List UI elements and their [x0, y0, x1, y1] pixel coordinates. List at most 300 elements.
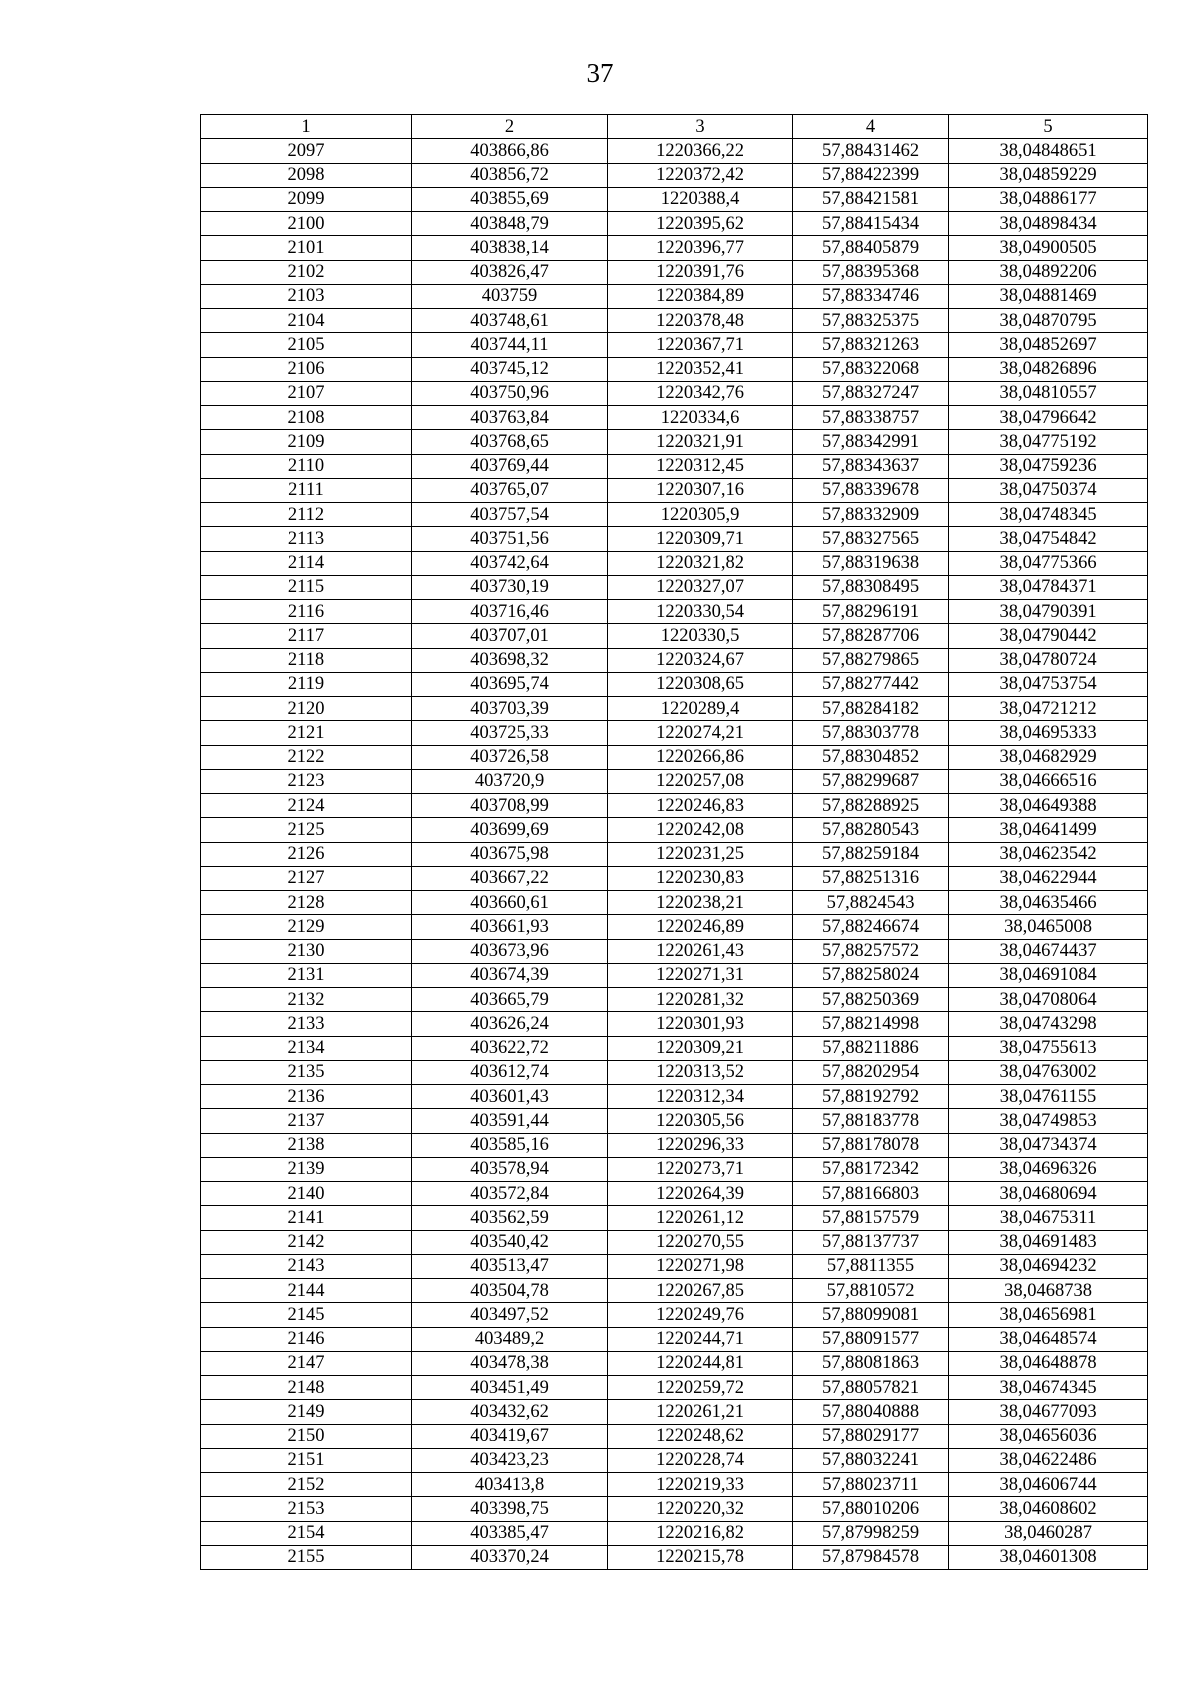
table-row: [201, 721, 1148, 745]
longitude-cell: 38,04649388: [949, 794, 1148, 818]
x-coordinate-cell: 403478,38: [412, 1351, 608, 1375]
latitude-cell: 57,88258024: [793, 963, 949, 987]
table-row: [201, 866, 1148, 890]
y-coordinate-cell: 1220261,21: [608, 1400, 793, 1424]
x-coordinate-cell: 403855,69: [412, 187, 608, 211]
point-number-cell: 2130: [201, 939, 412, 963]
point-number-cell: 2146: [201, 1327, 412, 1351]
table-row: [201, 1133, 1148, 1157]
latitude-cell: 57,88322068: [793, 357, 949, 381]
point-number-cell: 2098: [201, 163, 412, 187]
longitude-cell: 38,04695333: [949, 721, 1148, 745]
table-row: [201, 624, 1148, 648]
longitude-cell: 38,04892206: [949, 260, 1148, 284]
y-coordinate-cell: 1220372,42: [608, 163, 793, 187]
point-number-cell: 2104: [201, 309, 412, 333]
table-row: [201, 1303, 1148, 1327]
table-row: [201, 309, 1148, 333]
y-coordinate-cell: 1220301,93: [608, 1012, 793, 1036]
point-number-cell: 2101: [201, 236, 412, 260]
table-row: [201, 454, 1148, 478]
point-number-cell: 2133: [201, 1012, 412, 1036]
longitude-cell: 38,04691483: [949, 1230, 1148, 1254]
point-number-cell: 2110: [201, 454, 412, 478]
longitude-cell: 38,04674437: [949, 939, 1148, 963]
y-coordinate-cell: 1220238,21: [608, 891, 793, 915]
page-number: 37: [586, 58, 614, 88]
x-coordinate-cell: 403699,69: [412, 818, 608, 842]
table-row: [201, 503, 1148, 527]
y-coordinate-cell: 1220388,4: [608, 187, 793, 211]
x-coordinate-cell: 403432,62: [412, 1400, 608, 1424]
table-row: [201, 1036, 1148, 1060]
latitude-cell: 57,88099081: [793, 1303, 949, 1327]
longitude-cell: 38,04754842: [949, 527, 1148, 551]
longitude-cell: 38,04721212: [949, 697, 1148, 721]
point-number-cell: 2140: [201, 1182, 412, 1206]
latitude-cell: 57,88395368: [793, 260, 949, 284]
longitude-cell: 38,04852697: [949, 333, 1148, 357]
point-number-cell: 2124: [201, 794, 412, 818]
table-row: [201, 769, 1148, 793]
y-coordinate-cell: 1220342,76: [608, 381, 793, 405]
x-coordinate-cell: 403866,86: [412, 139, 608, 163]
x-coordinate-cell: 403504,78: [412, 1279, 608, 1303]
x-coordinate-cell: 403744,11: [412, 333, 608, 357]
longitude-cell: 38,04656981: [949, 1303, 1148, 1327]
y-coordinate-cell: 1220246,89: [608, 915, 793, 939]
column-header-5: 5: [949, 115, 1148, 139]
point-number-cell: 2139: [201, 1157, 412, 1181]
latitude-cell: 57,88250369: [793, 988, 949, 1012]
latitude-cell: 57,88308495: [793, 575, 949, 599]
table-row: [201, 1254, 1148, 1278]
x-coordinate-cell: 403578,94: [412, 1157, 608, 1181]
y-coordinate-cell: 1220219,33: [608, 1473, 793, 1497]
point-number-cell: 2100: [201, 212, 412, 236]
point-number-cell: 2107: [201, 381, 412, 405]
point-number-cell: 2119: [201, 672, 412, 696]
longitude-cell: 38,04648878: [949, 1351, 1148, 1375]
longitude-cell: 38,04680694: [949, 1182, 1148, 1206]
point-number-cell: 2147: [201, 1351, 412, 1375]
table-row: [201, 915, 1148, 939]
longitude-cell: 38,04763002: [949, 1060, 1148, 1084]
latitude-cell: 57,88296191: [793, 600, 949, 624]
latitude-cell: 57,88091577: [793, 1327, 949, 1351]
column-header-1: 1: [201, 115, 412, 139]
x-coordinate-cell: 403398,75: [412, 1497, 608, 1521]
table-row: [201, 1279, 1148, 1303]
longitude-cell: 38,04608602: [949, 1497, 1148, 1521]
point-number-cell: 2153: [201, 1497, 412, 1521]
point-number-cell: 2128: [201, 891, 412, 915]
longitude-cell: 38,04761155: [949, 1085, 1148, 1109]
y-coordinate-cell: 1220244,71: [608, 1327, 793, 1351]
point-number-cell: 2122: [201, 745, 412, 769]
y-coordinate-cell: 1220270,55: [608, 1230, 793, 1254]
longitude-cell: 38,04606744: [949, 1473, 1148, 1497]
latitude-cell: 57,88280543: [793, 818, 949, 842]
point-number-cell: 2097: [201, 139, 412, 163]
y-coordinate-cell: 1220244,81: [608, 1351, 793, 1375]
y-coordinate-cell: 1220231,25: [608, 842, 793, 866]
latitude-cell: 57,88339678: [793, 478, 949, 502]
latitude-cell: 57,88422399: [793, 163, 949, 187]
x-coordinate-cell: 403730,19: [412, 575, 608, 599]
y-coordinate-cell: 1220296,33: [608, 1133, 793, 1157]
table-row: [201, 139, 1148, 163]
x-coordinate-cell: 403725,33: [412, 721, 608, 745]
latitude-cell: 57,88166803: [793, 1182, 949, 1206]
table-row: [201, 842, 1148, 866]
y-coordinate-cell: 1220312,34: [608, 1085, 793, 1109]
latitude-cell: 57,88178078: [793, 1133, 949, 1157]
point-number-cell: 2150: [201, 1424, 412, 1448]
x-coordinate-cell: 403661,93: [412, 915, 608, 939]
y-coordinate-cell: 1220261,43: [608, 939, 793, 963]
point-number-cell: 2115: [201, 575, 412, 599]
x-coordinate-cell: 403707,01: [412, 624, 608, 648]
x-coordinate-cell: 403708,99: [412, 794, 608, 818]
x-coordinate-cell: 403745,12: [412, 357, 608, 381]
longitude-cell: 38,04677093: [949, 1400, 1148, 1424]
longitude-cell: 38,04622944: [949, 866, 1148, 890]
y-coordinate-cell: 1220249,76: [608, 1303, 793, 1327]
longitude-cell: 38,04775366: [949, 551, 1148, 575]
x-coordinate-cell: 403698,32: [412, 648, 608, 672]
y-coordinate-cell: 1220366,22: [608, 139, 793, 163]
x-coordinate-cell: 403742,64: [412, 551, 608, 575]
point-number-cell: 2116: [201, 600, 412, 624]
latitude-cell: 57,88321263: [793, 333, 949, 357]
table-row: [201, 1400, 1148, 1424]
y-coordinate-cell: 1220330,54: [608, 600, 793, 624]
x-coordinate-cell: 403848,79: [412, 212, 608, 236]
y-coordinate-cell: 1220248,62: [608, 1424, 793, 1448]
y-coordinate-cell: 1220267,85: [608, 1279, 793, 1303]
longitude-cell: 38,04753754: [949, 672, 1148, 696]
point-number-cell: 2112: [201, 503, 412, 527]
x-coordinate-cell: 403562,59: [412, 1206, 608, 1230]
x-coordinate-cell: 403856,72: [412, 163, 608, 187]
table-row: [201, 891, 1148, 915]
point-number-cell: 2132: [201, 988, 412, 1012]
table-row: [201, 1012, 1148, 1036]
latitude-cell: 57,8824543: [793, 891, 949, 915]
table-row: [201, 1545, 1148, 1569]
coordinates-table: [200, 114, 1148, 1570]
latitude-cell: 57,8810572: [793, 1279, 949, 1303]
latitude-cell: 57,88431462: [793, 139, 949, 163]
y-coordinate-cell: 1220313,52: [608, 1060, 793, 1084]
table-row: [201, 1206, 1148, 1230]
point-number-cell: 2137: [201, 1109, 412, 1133]
y-coordinate-cell: 1220215,78: [608, 1545, 793, 1569]
latitude-cell: 57,88029177: [793, 1424, 949, 1448]
latitude-cell: 57,88214998: [793, 1012, 949, 1036]
y-coordinate-cell: 1220324,67: [608, 648, 793, 672]
y-coordinate-cell: 1220261,12: [608, 1206, 793, 1230]
y-coordinate-cell: 1220307,16: [608, 478, 793, 502]
x-coordinate-cell: 403423,23: [412, 1448, 608, 1472]
longitude-cell: 38,04886177: [949, 187, 1148, 211]
latitude-cell: 57,88325375: [793, 309, 949, 333]
longitude-cell: 38,0468738: [949, 1279, 1148, 1303]
table-row: [201, 430, 1148, 454]
longitude-cell: 38,04743298: [949, 1012, 1148, 1036]
point-number-cell: 2141: [201, 1206, 412, 1230]
x-coordinate-cell: 403660,61: [412, 891, 608, 915]
latitude-cell: 57,88303778: [793, 721, 949, 745]
latitude-cell: 57,88157579: [793, 1206, 949, 1230]
point-number-cell: 2109: [201, 430, 412, 454]
y-coordinate-cell: 1220259,72: [608, 1376, 793, 1400]
y-coordinate-cell: 1220330,5: [608, 624, 793, 648]
y-coordinate-cell: 1220264,39: [608, 1182, 793, 1206]
longitude-cell: 38,04750374: [949, 478, 1148, 502]
y-coordinate-cell: 1220271,31: [608, 963, 793, 987]
longitude-cell: 38,04641499: [949, 818, 1148, 842]
latitude-cell: 57,88421581: [793, 187, 949, 211]
latitude-cell: 57,88057821: [793, 1376, 949, 1400]
longitude-cell: 38,04775192: [949, 430, 1148, 454]
table-row: [201, 212, 1148, 236]
table-row: [201, 187, 1148, 211]
table-row: [201, 672, 1148, 696]
x-coordinate-cell: 403513,47: [412, 1254, 608, 1278]
y-coordinate-cell: 1220384,89: [608, 284, 793, 308]
latitude-cell: 57,88304852: [793, 745, 949, 769]
x-coordinate-cell: 403720,9: [412, 769, 608, 793]
latitude-cell: 57,88287706: [793, 624, 949, 648]
x-coordinate-cell: 403716,46: [412, 600, 608, 624]
point-number-cell: 2134: [201, 1036, 412, 1060]
latitude-cell: 57,88334746: [793, 284, 949, 308]
table-row: [201, 1473, 1148, 1497]
point-number-cell: 2155: [201, 1545, 412, 1569]
longitude-cell: 38,04622486: [949, 1448, 1148, 1472]
latitude-cell: 57,88342991: [793, 430, 949, 454]
latitude-cell: 57,88032241: [793, 1448, 949, 1472]
latitude-cell: 57,88081863: [793, 1351, 949, 1375]
point-number-cell: 2113: [201, 527, 412, 551]
y-coordinate-cell: 1220396,77: [608, 236, 793, 260]
x-coordinate-cell: 403413,8: [412, 1473, 608, 1497]
y-coordinate-cell: 1220266,86: [608, 745, 793, 769]
longitude-cell: 38,04755613: [949, 1036, 1148, 1060]
point-number-cell: 2123: [201, 769, 412, 793]
point-number-cell: 2135: [201, 1060, 412, 1084]
y-coordinate-cell: 1220321,91: [608, 430, 793, 454]
table-row: [201, 551, 1148, 575]
latitude-cell: 57,88343637: [793, 454, 949, 478]
x-coordinate-cell: 403585,16: [412, 1133, 608, 1157]
table-body: [201, 139, 1148, 1570]
table-row: [201, 1327, 1148, 1351]
y-coordinate-cell: 1220367,71: [608, 333, 793, 357]
latitude-cell: 57,88010206: [793, 1497, 949, 1521]
x-coordinate-cell: 403665,79: [412, 988, 608, 1012]
x-coordinate-cell: 403612,74: [412, 1060, 608, 1084]
table-row: [201, 1109, 1148, 1133]
table-row: [201, 818, 1148, 842]
point-number-cell: 2114: [201, 551, 412, 575]
latitude-cell: 57,88279865: [793, 648, 949, 672]
point-number-cell: 2148: [201, 1376, 412, 1400]
latitude-cell: 57,88202954: [793, 1060, 949, 1084]
longitude-cell: 38,04748345: [949, 503, 1148, 527]
table-row: [201, 600, 1148, 624]
table-row: [201, 697, 1148, 721]
longitude-cell: 38,04696326: [949, 1157, 1148, 1181]
latitude-cell: 57,88332909: [793, 503, 949, 527]
point-number-cell: 2121: [201, 721, 412, 745]
longitude-cell: 38,04898434: [949, 212, 1148, 236]
point-number-cell: 2142: [201, 1230, 412, 1254]
x-coordinate-cell: 403675,98: [412, 842, 608, 866]
table-row: [201, 1521, 1148, 1545]
table-row: [201, 1230, 1148, 1254]
point-number-cell: 2131: [201, 963, 412, 987]
point-number-cell: 2149: [201, 1400, 412, 1424]
latitude-cell: 57,88327247: [793, 381, 949, 405]
table-row: [201, 333, 1148, 357]
x-coordinate-cell: 403540,42: [412, 1230, 608, 1254]
table-row: [201, 1351, 1148, 1375]
y-coordinate-cell: 1220378,48: [608, 309, 793, 333]
x-coordinate-cell: 403626,24: [412, 1012, 608, 1036]
table-header-row: [201, 115, 1148, 139]
x-coordinate-cell: 403419,67: [412, 1424, 608, 1448]
y-coordinate-cell: 1220246,83: [608, 794, 793, 818]
y-coordinate-cell: 1220395,62: [608, 212, 793, 236]
point-number-cell: 2120: [201, 697, 412, 721]
point-number-cell: 2145: [201, 1303, 412, 1327]
point-number-cell: 2118: [201, 648, 412, 672]
latitude-cell: 57,88319638: [793, 551, 949, 575]
latitude-cell: 57,87998259: [793, 1521, 949, 1545]
latitude-cell: 57,88327565: [793, 527, 949, 551]
longitude-cell: 38,04790391: [949, 600, 1148, 624]
x-coordinate-cell: 403769,44: [412, 454, 608, 478]
y-coordinate-cell: 1220309,71: [608, 527, 793, 551]
table-row: [201, 575, 1148, 599]
longitude-cell: 38,04780724: [949, 648, 1148, 672]
latitude-cell: 57,88246674: [793, 915, 949, 939]
table-row: [201, 988, 1148, 1012]
point-number-cell: 2106: [201, 357, 412, 381]
point-number-cell: 2143: [201, 1254, 412, 1278]
point-number-cell: 2127: [201, 866, 412, 890]
y-coordinate-cell: 1220352,41: [608, 357, 793, 381]
table-row: [201, 163, 1148, 187]
longitude-cell: 38,04666516: [949, 769, 1148, 793]
table-row: [201, 1424, 1148, 1448]
longitude-cell: 38,04881469: [949, 284, 1148, 308]
longitude-cell: 38,04759236: [949, 454, 1148, 478]
longitude-cell: 38,04691084: [949, 963, 1148, 987]
latitude-cell: 57,88192792: [793, 1085, 949, 1109]
longitude-cell: 38,0465008: [949, 915, 1148, 939]
latitude-cell: 57,88257572: [793, 939, 949, 963]
longitude-cell: 38,04682929: [949, 745, 1148, 769]
x-coordinate-cell: 403838,14: [412, 236, 608, 260]
x-coordinate-cell: 403750,96: [412, 381, 608, 405]
y-coordinate-cell: 1220305,9: [608, 503, 793, 527]
column-header-2: 2: [412, 115, 608, 139]
y-coordinate-cell: 1220216,82: [608, 1521, 793, 1545]
table-row: [201, 1448, 1148, 1472]
point-number-cell: 2129: [201, 915, 412, 939]
table-row: [201, 406, 1148, 430]
y-coordinate-cell: 1220228,74: [608, 1448, 793, 1472]
point-number-cell: 2136: [201, 1085, 412, 1109]
table-row: [201, 794, 1148, 818]
x-coordinate-cell: 403572,84: [412, 1182, 608, 1206]
point-number-cell: 2138: [201, 1133, 412, 1157]
x-coordinate-cell: 403768,65: [412, 430, 608, 454]
table-row: [201, 939, 1148, 963]
column-header-4: 4: [793, 115, 949, 139]
table-row: [201, 260, 1148, 284]
x-coordinate-cell: 403726,58: [412, 745, 608, 769]
latitude-cell: 57,88172342: [793, 1157, 949, 1181]
table-row: [201, 745, 1148, 769]
point-number-cell: 2102: [201, 260, 412, 284]
x-coordinate-cell: 403763,84: [412, 406, 608, 430]
point-number-cell: 2152: [201, 1473, 412, 1497]
y-coordinate-cell: 1220242,08: [608, 818, 793, 842]
point-number-cell: 2105: [201, 333, 412, 357]
latitude-cell: 57,88040888: [793, 1400, 949, 1424]
latitude-cell: 57,88277442: [793, 672, 949, 696]
table-row: [201, 236, 1148, 260]
longitude-cell: 38,0460287: [949, 1521, 1148, 1545]
point-number-cell: 2111: [201, 478, 412, 502]
y-coordinate-cell: 1220309,21: [608, 1036, 793, 1060]
longitude-cell: 38,04694232: [949, 1254, 1148, 1278]
latitude-cell: 57,88405879: [793, 236, 949, 260]
x-coordinate-cell: 403489,2: [412, 1327, 608, 1351]
latitude-cell: 57,88183778: [793, 1109, 949, 1133]
x-coordinate-cell: 403673,96: [412, 939, 608, 963]
latitude-cell: 57,88023711: [793, 1473, 949, 1497]
latitude-cell: 57,88259184: [793, 842, 949, 866]
longitude-cell: 38,04796642: [949, 406, 1148, 430]
point-number-cell: 2151: [201, 1448, 412, 1472]
y-coordinate-cell: 1220327,07: [608, 575, 793, 599]
point-number-cell: 2117: [201, 624, 412, 648]
x-coordinate-cell: 403748,61: [412, 309, 608, 333]
x-coordinate-cell: 403622,72: [412, 1036, 608, 1060]
point-number-cell: 2108: [201, 406, 412, 430]
longitude-cell: 38,04784371: [949, 575, 1148, 599]
x-coordinate-cell: 403674,39: [412, 963, 608, 987]
latitude-cell: 57,88288925: [793, 794, 949, 818]
point-number-cell: 2126: [201, 842, 412, 866]
longitude-cell: 38,04708064: [949, 988, 1148, 1012]
y-coordinate-cell: 1220273,71: [608, 1157, 793, 1181]
longitude-cell: 38,04810557: [949, 381, 1148, 405]
longitude-cell: 38,04900505: [949, 236, 1148, 260]
y-coordinate-cell: 1220305,56: [608, 1109, 793, 1133]
latitude-cell: 57,88299687: [793, 769, 949, 793]
table-row: [201, 1085, 1148, 1109]
y-coordinate-cell: 1220220,32: [608, 1497, 793, 1521]
x-coordinate-cell: 403826,47: [412, 260, 608, 284]
table-row: [201, 1157, 1148, 1181]
